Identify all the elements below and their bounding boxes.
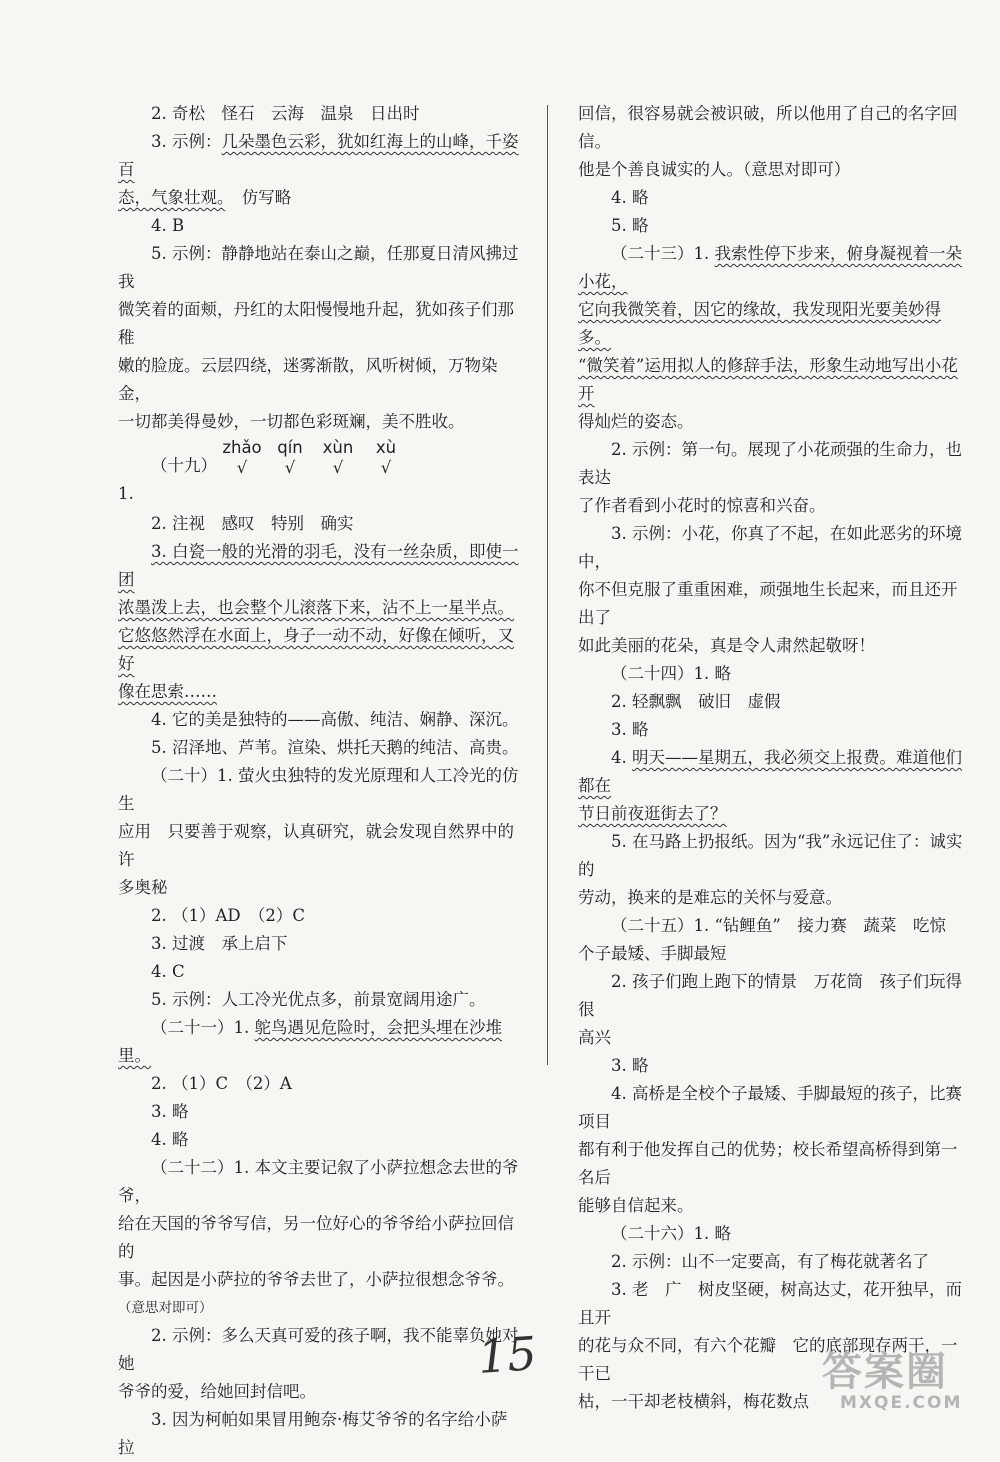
answer-line: 给在天国的爷爷写信，另一位好心的爷爷给小萨拉回信的: [118, 1214, 514, 1261]
answer-line: 像在思索……: [118, 682, 217, 701]
answer-line: 如此美丽的花朵，真是令人肃然起敬呀！: [578, 636, 875, 655]
answer-line: 3. 示例：小花，你真了不起，在如此恶劣的环境中，: [578, 524, 962, 571]
pinyin: qín: [277, 438, 303, 457]
answer-line: 回信，很容易就会被识破，所以他用了自己的名字回信。: [578, 104, 958, 151]
answer-line: 浓墨泼上去，也会整个儿滚落下来，沾不上一星半点。: [118, 598, 514, 617]
answer-line: 5. 示例：静静地站在泰山之巅，任那夏日清风拂过我: [118, 244, 519, 291]
answer-line: 他是个善良诚实的人。（意思对即可）: [578, 160, 851, 179]
answer-line: 的花与众不同，有六个花瓣 它的底部现存两干，一干已: [578, 1336, 958, 1383]
page-number: 15: [476, 1326, 539, 1384]
answer-line: 4. 略: [611, 188, 649, 207]
answer-line: 微笑着的面颊，丹红的太阳慢慢地升起，犹如孩子们那稚: [118, 300, 514, 347]
answer-line: 多奥秘: [118, 878, 168, 897]
answer-line: （二十二）1. 本文主要记叙了小萨拉想念去世的爷爷，: [118, 1158, 519, 1205]
answer-line: 都有利于他发挥自己的优势；校长希望高桥得到第一名后: [578, 1140, 958, 1187]
answer-column-right: [578, 100, 973, 1416]
answer-line: 嫩的脸庞。云层四绕，迷雾渐散，风听树倾，万物染金，: [118, 356, 498, 403]
answer-line: 3. 略: [151, 1102, 189, 1121]
watermark-title: 答案圈: [822, 1349, 948, 1395]
check-mark: √: [284, 458, 296, 477]
answer-line: 一切都美得曼妙，一切都色彩斑斓，美不胜收。: [118, 412, 465, 431]
answer-note: （意思对即可）: [118, 1300, 213, 1316]
answer-line: 2. 示例：山不一定要高，有了梅花就著名了: [611, 1252, 929, 1271]
answer-line: 4. 它的美是独特的——高傲、纯洁、娴静、深沉。: [151, 710, 519, 729]
answer-line: （二十一）1. 鸵鸟遇见危险时，会把头埋在沙堆里。: [118, 1018, 502, 1065]
answer-line: 3. 略: [611, 720, 649, 739]
answer-line: （二十六）1. 略: [611, 1224, 731, 1243]
answer-line: 2. 示例：多么天真可爱的孩子啊，我不能辜负她对她: [118, 1326, 519, 1373]
answer-line: 爷爷的爱，给她回封信吧。: [118, 1382, 316, 1401]
answer-line: 你不但克服了重重困难，顽强地生长起来，而且还开出了: [578, 580, 958, 627]
answer-line: 节日前夜逛街去了？: [578, 804, 727, 823]
answer-line: 3. 过渡 承上启下: [151, 934, 288, 953]
answer-line: 个子最矮、手脚最短: [578, 944, 727, 963]
check-mark: √: [332, 458, 344, 477]
answer-line: 3. 示例：几朵墨色云彩，犹如红海上的山峰，千姿百: [118, 132, 519, 179]
pinyin: xùn: [322, 438, 354, 457]
answer-line: （二十五）1. “钻鲤鱼” 接力赛 蔬菜 吃惊: [611, 916, 946, 935]
answer-line: 5. 示例：人工冷光优点多，前景宽阔用途广。: [151, 990, 486, 1009]
answer-line: 枯，一干却老枝横斜，梅花数点: [578, 1392, 809, 1411]
answer-line: 它向我微笑着，因它的缘故，我发现阳光要美妙得多。: [578, 300, 941, 347]
answer-line: 它悠悠然浮在水面上，身子一动不动，好像在倾听，又好: [118, 626, 514, 673]
answer-line: 2. 示例：第一句。展现了小花顽强的生命力，也表达: [578, 440, 962, 487]
answer-line: 5. 在马路上扔报纸。因为“我”永远记住了：诚实的: [578, 832, 963, 879]
answer-column-left: [118, 100, 523, 1462]
answer-line: 2. 奇松 怪石 云海 温泉 日出时: [151, 104, 420, 123]
answer-line: 3. 白瓷一般的光滑的羽毛，没有一丝杂质，即使一团: [118, 542, 519, 589]
column-divider: [547, 105, 548, 1065]
answer-line: 2. （1）AD （2）C: [151, 906, 306, 925]
watermark-logo: [822, 1350, 992, 1418]
section-label: （十九）1.: [118, 456, 217, 503]
check-mark: √: [380, 458, 392, 477]
answer-line: 4. B: [151, 216, 185, 235]
answer-line: 4. 略: [151, 1130, 189, 1149]
answer-line: 2. 轻飘飘 破旧 虚假: [611, 692, 781, 711]
pinyin: zhǎo: [222, 438, 262, 457]
answer-line: 了作者看到小花时的惊喜和兴奋。: [578, 496, 826, 515]
check-mark: √: [236, 458, 248, 477]
answer-line: 2. （1）C （2）A: [151, 1074, 292, 1093]
answer-line: 高兴: [578, 1028, 611, 1047]
answer-line: “微笑着”运用拟人的修辞手法，形象生动地写出小花开: [578, 356, 958, 403]
pinyin: xù: [375, 438, 397, 457]
answer-line: 4. 明天——星期五，我必须交上报费。难道他们都在: [578, 748, 962, 795]
pinyin-block: [118, 438, 523, 508]
answer-line: 5. 沼泽地、芦苇。渲染、烘托天鹅的纯洁、高贵。: [151, 738, 519, 757]
answer-line: 2. 孩子们跑上跑下的情景 万花筒 孩子们玩得很: [578, 972, 962, 1019]
answer-line: 3. 因为柯帕如果冒用鲍奈·梅艾爷爷的名字给小萨拉: [118, 1410, 508, 1457]
answer-line: 得灿烂的姿态。: [578, 412, 694, 431]
answer-line: 4. C: [151, 962, 185, 981]
answer-line: 2. 注视 感叹 特别 确实: [151, 514, 354, 533]
answer-line: （二十三）1. 我索性停下步来，俯身凝视着一朵小花，: [578, 244, 962, 291]
answer-line: 能够自信起来。: [578, 1196, 694, 1215]
answer-line: 态，气象壮观。 仿写略: [118, 188, 292, 207]
answer-line: 事。起因是小萨拉的爷爷去世了，小萨拉很想念爷爷。: [118, 1270, 514, 1289]
answer-line: 3. 老 广 树皮坚硬，树高达丈，花开独早，而且开: [578, 1280, 962, 1327]
answer-line: （二十四）1. 略: [611, 664, 731, 683]
answer-line: （二十）1. 萤火虫独特的发光原理和人工冷光的仿生: [118, 766, 519, 813]
answer-line: 4. 高桥是全校个子最矮、手脚最短的孩子，比赛项目: [578, 1084, 962, 1131]
watermark-url: MXQE.COM: [840, 1393, 963, 1413]
answer-line: 3. 略: [611, 1056, 649, 1075]
answer-line: 5. 略: [611, 216, 649, 235]
answer-line: 应用 只要善于观察，认真研究，就会发现自然界中的许: [118, 822, 514, 869]
answer-line: 劳动，换来的是难忘的关怀与爱意。: [578, 888, 842, 907]
